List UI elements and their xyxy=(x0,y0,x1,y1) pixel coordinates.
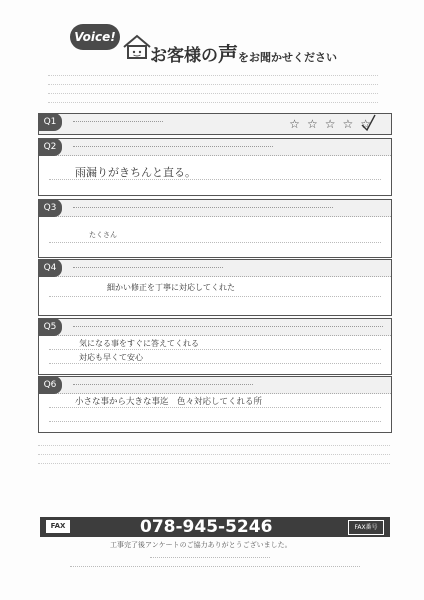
question-3 xyxy=(38,199,392,258)
question-header xyxy=(39,260,391,277)
question-text xyxy=(73,267,223,268)
answer-line xyxy=(49,179,381,180)
question-text xyxy=(73,384,253,385)
answer-line xyxy=(49,296,381,297)
question-header xyxy=(39,139,391,156)
question-number: Q1 xyxy=(38,113,62,131)
question-header xyxy=(39,377,391,394)
question-header xyxy=(39,319,391,336)
fax-label: FAX xyxy=(46,520,70,533)
question-6 xyxy=(38,376,392,433)
question-text xyxy=(73,207,333,208)
answer-line xyxy=(49,349,381,350)
title-part3: をお聞かせください xyxy=(238,51,337,64)
answer-line xyxy=(49,407,381,408)
footnote xyxy=(38,440,390,464)
answer-line xyxy=(49,242,381,243)
answer-text: 細かい修正を丁寧に対応してくれた xyxy=(107,283,235,292)
check-mark-icon xyxy=(359,114,377,132)
page-title xyxy=(150,38,337,67)
voice-badge: Voice! xyxy=(70,24,120,50)
fax-bar xyxy=(40,517,390,537)
star-icon[interactable]: ☆ xyxy=(360,117,371,131)
question-4 xyxy=(38,259,392,316)
fax-tag: FAX番号 xyxy=(348,520,384,535)
question-text xyxy=(73,326,383,327)
question-number: Q2 xyxy=(38,138,62,156)
star-icon[interactable]: ☆ xyxy=(289,117,300,131)
star-icon[interactable]: ☆ xyxy=(342,117,354,131)
question-5 xyxy=(38,318,392,375)
question-number: Q5 xyxy=(38,318,62,336)
intro-text xyxy=(48,70,378,103)
question-text xyxy=(73,121,163,122)
answer-text: 小さな事から大きな事迄 色々対応してくれる所 xyxy=(75,397,263,407)
company-name xyxy=(150,552,270,558)
answer-text: たくさん xyxy=(89,231,117,239)
star-icon[interactable]: ☆ xyxy=(306,117,318,131)
fax-number: 078-945-5246 xyxy=(140,517,273,537)
answer-line xyxy=(49,363,381,364)
question-1 xyxy=(38,113,392,135)
question-number: Q6 xyxy=(38,376,62,394)
company-address xyxy=(70,561,360,567)
answer-text: 雨漏りがきちんと直る。 xyxy=(75,166,196,179)
answer-line-2: 対応も早くて安心 xyxy=(79,353,143,362)
question-header xyxy=(39,200,391,217)
title-part2: 声 xyxy=(218,42,238,66)
question-text xyxy=(73,146,273,147)
answer-line xyxy=(49,421,381,422)
question-2 xyxy=(38,138,392,196)
question-number: Q4 xyxy=(38,259,62,277)
thanks-text: 工事完了後アンケートのご協力ありがとうございました。 xyxy=(110,541,292,549)
star-icon[interactable]: ☆ xyxy=(324,117,336,131)
title-part1: お客様の xyxy=(150,46,218,66)
question-number: Q3 xyxy=(38,199,62,217)
answer-line-1: 気になる事をすぐに答えてくれる xyxy=(79,339,199,348)
house-icon xyxy=(122,34,152,60)
